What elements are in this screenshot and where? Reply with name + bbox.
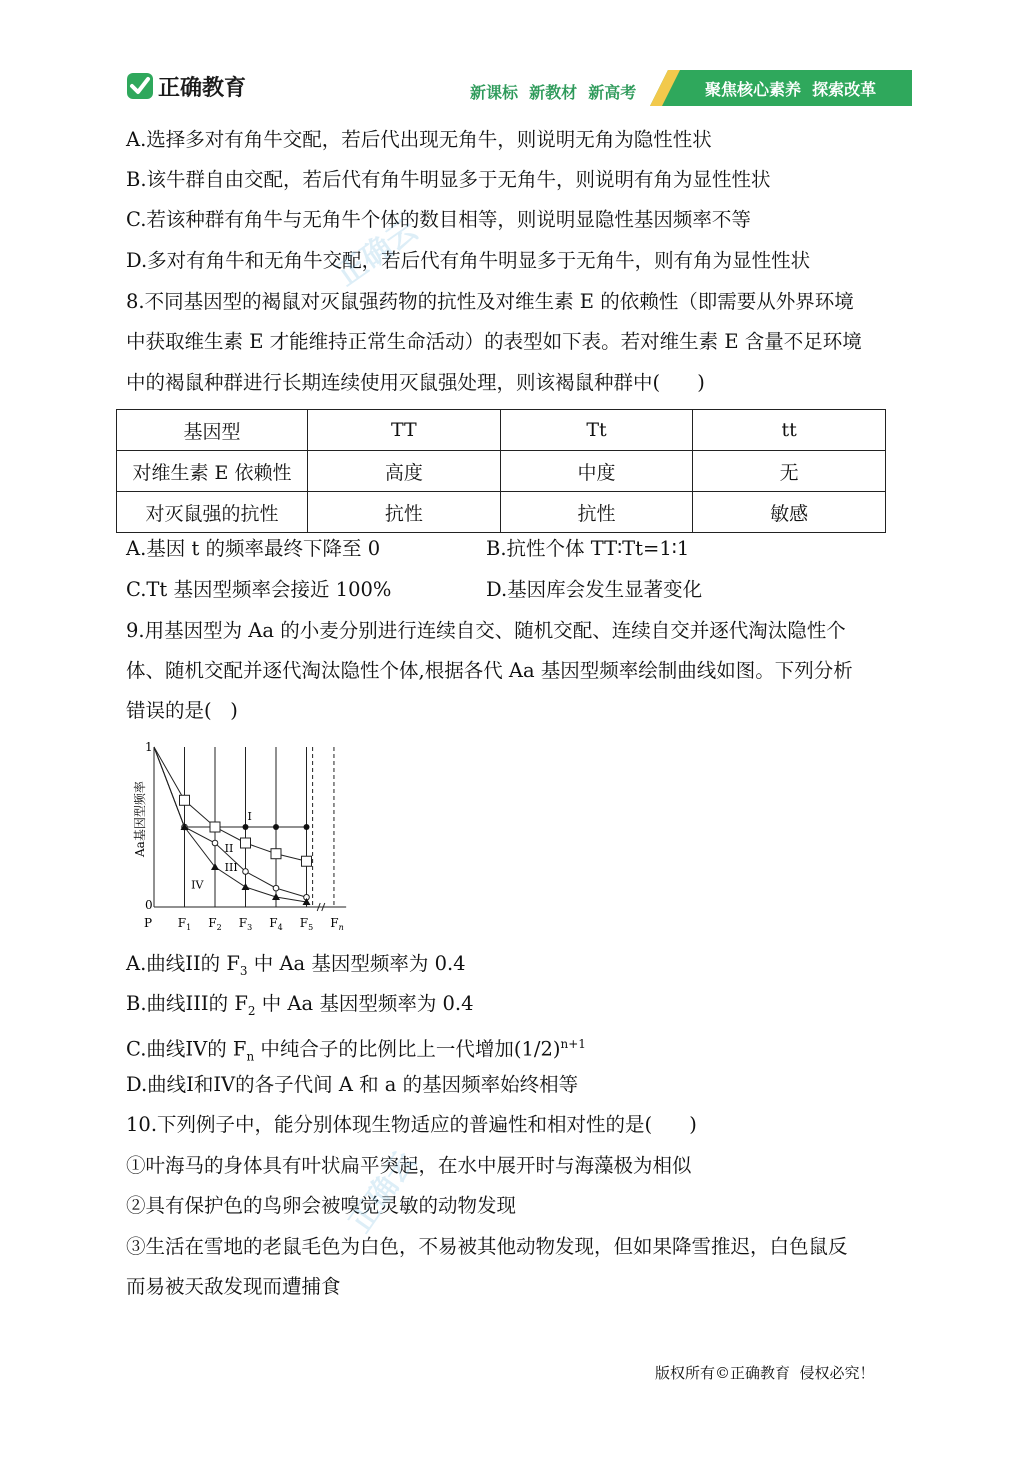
table-row xyxy=(117,492,886,533)
table-cell: tt xyxy=(693,410,886,451)
data-point-I xyxy=(304,824,310,830)
table-cell: 中度 xyxy=(500,451,693,492)
chart-text xyxy=(132,740,344,932)
table-cell: 无 xyxy=(693,451,886,492)
table-cell: 对维生素 E 依赖性 xyxy=(117,451,308,492)
q10-item-2: ②具有保护色的鸟卵会被嗅觉灵敏的动物发现 xyxy=(126,1194,517,1217)
data-point-II xyxy=(271,849,281,859)
curve-label: III xyxy=(224,861,238,874)
q10-stem: 10.下列例子中，能分别体现生物适应的普遍性和相对性的是( ) xyxy=(126,1113,697,1136)
q9-stem-3: 错误的是( ) xyxy=(126,699,238,722)
x-tick-label: $F_3$ xyxy=(238,916,253,932)
curve-label: II xyxy=(224,841,234,855)
q7-option-c: C.若该种群有角牛与无角牛个体的数目相等，则说明显隐性基因频率不等 xyxy=(126,208,751,231)
table-cell: 抗性 xyxy=(308,492,501,533)
aa-frequency-chart xyxy=(124,735,364,935)
data-point-IV xyxy=(242,883,250,890)
q8-option-d: D.基因库会发生显著变化 xyxy=(486,578,703,601)
table-cell: 敏感 xyxy=(693,492,886,533)
table-row xyxy=(117,451,886,492)
q9-stem-1: 9.用基因型为 Aa 的小麦分别进行连续自交、随机交配、连续自交并逐代淘汰隐性个 xyxy=(126,619,846,642)
x-tick-label: $F_2$ xyxy=(208,916,222,932)
header-slogans: 新课标 新教材 新高考 xyxy=(470,83,637,102)
check-logo-icon xyxy=(126,72,154,100)
q8-stem-2: 中获取维生素 E 才能维持正常生命活动）的表型如下表。若对维生素 E 含量不足环境 xyxy=(126,330,862,353)
x-tick-label: $F_1$ xyxy=(177,916,192,932)
q8-option-c: C.Tt 基因型频率会接近 100% xyxy=(126,578,392,601)
table-cell: 对灭鼠强的抗性 xyxy=(117,492,308,533)
data-point-I xyxy=(243,824,249,830)
table-cell: 基因型 xyxy=(117,410,308,451)
q9-stem-2: 体、随机交配并逐代淘汰隐性个体,根据各代 Aa 基因型频率绘制曲线如图。下列分析 xyxy=(126,659,853,682)
q8-option-b: B.抗性个体 TT∶Tt=1∶1 xyxy=(486,537,690,560)
watermark: 正确云 xyxy=(330,212,424,294)
x-tick-label: $F_n$ xyxy=(330,916,344,932)
table-cell: Tt xyxy=(500,410,693,451)
x-tick-label: P xyxy=(143,916,153,930)
x-tick-label: $F_5$ xyxy=(299,916,314,932)
q10-item-3: ③生活在雪地的老鼠毛色为白色，不易被其他动物发现，但如果降雪推迟，白色鼠反 xyxy=(126,1235,848,1258)
y-axis-label: Aa基因型频率 xyxy=(133,781,147,857)
x-tick-label: $F_4$ xyxy=(269,916,283,932)
table-cell: 高度 xyxy=(308,451,501,492)
series-line-IV xyxy=(154,747,307,902)
data-point-III xyxy=(273,885,279,891)
genotype-table xyxy=(116,409,886,533)
chart-lines xyxy=(154,747,307,902)
data-point-II xyxy=(302,856,312,866)
q9-option-c: C.曲线IV的 $F_n$ 中纯合子的比例比上一代增加$(1/2)^{n+1}$ xyxy=(126,1037,586,1064)
q8-stem-3: 中的褐鼠种群进行长期连续使用灭鼠强处理，则该褐鼠种群中( ) xyxy=(126,371,705,394)
data-point-II xyxy=(180,795,190,805)
q8-stem-1: 8.不同基因型的褐鼠对灭鼠强药物的抗性及对维生素 E 的依赖性（即需要从外界环境 xyxy=(126,290,854,313)
footer-copyright: 版权所有©正确教育 侵权必究！ xyxy=(655,1364,875,1382)
q9-option-d: D.曲线I和IV的各子代间 A 和 a 的基因频率始终相等 xyxy=(126,1073,579,1096)
q10-item-1: ①叶海马的身体具有叶状扁平突起，在水中展开时与海藻极为相似 xyxy=(126,1154,692,1177)
q10-item-4: 而易被天敌发现而遭捕食 xyxy=(126,1275,341,1298)
table-row xyxy=(117,410,886,451)
data-point-III xyxy=(243,869,249,875)
data-point-I xyxy=(273,824,279,830)
table-cell: 抗性 xyxy=(500,492,693,533)
header-banner-text: 聚焦核心素养 探索改革 xyxy=(705,80,877,99)
series-line-III xyxy=(154,747,307,897)
q7-option-b: B.该牛群自由交配，若后代有角牛明显多于无角牛，则说明有角为显性性状 xyxy=(126,168,771,191)
q7-option-d: D.多对有角牛和无角牛交配，若后代有角牛明显多于无角牛，则有角为显性性状 xyxy=(126,249,811,272)
watermark: 正确云 xyxy=(342,1145,424,1239)
table-cell: TT xyxy=(308,410,501,451)
q8-option-a: A.基因 t 的频率最终下降至 0 xyxy=(126,537,381,560)
logo-text: 正确教育 xyxy=(158,76,247,101)
data-point-II xyxy=(241,838,251,848)
curve-label: I xyxy=(247,809,252,823)
data-point-III xyxy=(212,840,218,846)
curve-label: IV xyxy=(191,878,204,892)
data-point-II xyxy=(210,822,220,832)
q9-option-a: A.曲线II的 $F_3$ 中 Aa 基因型频率为 0.4 xyxy=(126,952,466,978)
y-tick-label: 0 xyxy=(145,898,153,912)
q7-option-a: A.选择多对有角牛交配，若后代出现无角牛，则说明无角为隐性性状 xyxy=(126,128,712,151)
y-tick-label: 1 xyxy=(145,740,153,754)
q9-option-b: B.曲线III的 $F_2$ 中 Aa 基因型频率为 0.4 xyxy=(126,992,474,1018)
